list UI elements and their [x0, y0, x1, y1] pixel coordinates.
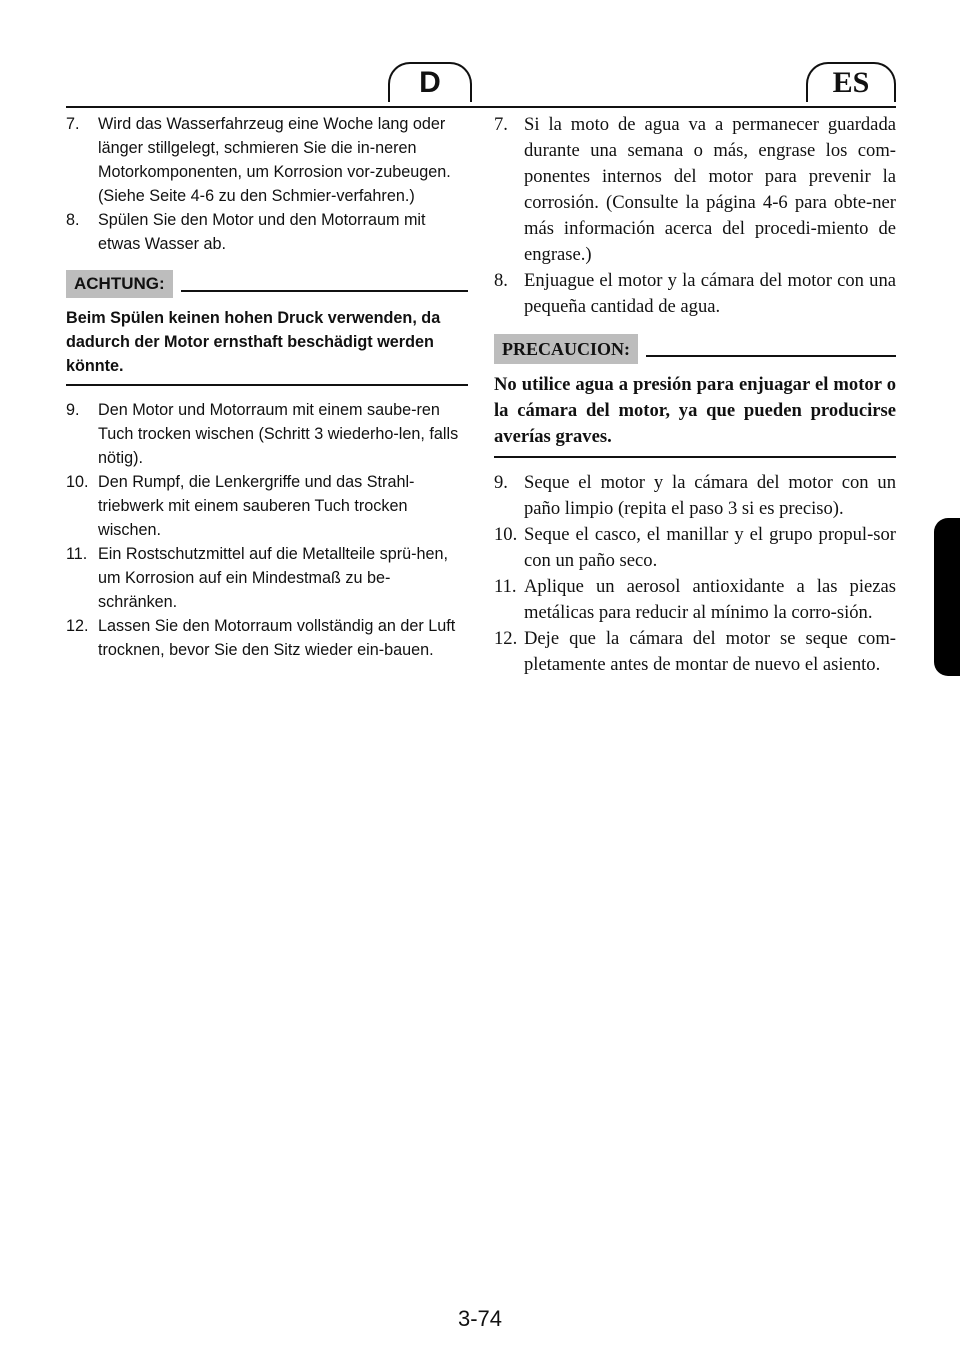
item-text: Spülen Sie den Motor und den Motorraum mit etwas Wasser ab.: [98, 211, 426, 253]
caution-text: Beim Spülen keinen hohen Druck verwenden, da dadurch der Motor ernsthaft beschädigt werden könnte.: [66, 309, 441, 375]
item-number: 11.: [494, 576, 517, 597]
list-item: [66, 614, 468, 662]
caution-header: [66, 270, 468, 298]
item-text: Seque el casco, el manillar y el grupo propul-sor con un paño seco.: [524, 524, 896, 571]
item-text: Si la moto de agua va a permanecer guardada durante una semana o más, engrase los com-ponentes internos del motor para prevenir la corrosión. (Consulte la página 4-6 para obte-ner más información acerca del procedi-miento de engrase.): [524, 114, 896, 265]
header-rule: [66, 106, 896, 108]
item-text: Aplique un aerosol antioxidante a las piezas metálicas para reducir al mínimo la corro-sión.: [524, 576, 896, 623]
german-column: [66, 112, 468, 662]
item-number: 8.: [494, 270, 508, 291]
caution-rule: [646, 355, 896, 357]
item-text: Seque el motor y la cámara del motor con un paño limpio (repita el paso 3 si es preciso).: [524, 472, 896, 519]
item-number: 10.: [494, 524, 518, 545]
item-number: 12.: [494, 628, 518, 649]
item-number: 11.: [66, 545, 88, 563]
caution-end-rule: [66, 384, 468, 386]
caution-label: ACHTUNG:: [66, 270, 173, 298]
item-number: 8.: [66, 211, 80, 229]
item-text: Deje que la cámara del motor se seque com-pletamente antes de montar de nuevo el asiento.: [524, 628, 896, 675]
list-item: [66, 208, 468, 256]
item-text: Enjuague el motor y la cámara del motor con una pequeña cantidad de agua.: [524, 270, 896, 317]
caution-rule: [181, 290, 468, 292]
language-tab-spanish: ES: [806, 62, 896, 102]
list-item: [494, 268, 896, 320]
caution-box: [66, 270, 468, 386]
language-tab-german: D: [388, 62, 472, 102]
caution-end-rule: [494, 456, 896, 458]
item-number: 12.: [66, 617, 89, 635]
spanish-column: [494, 112, 896, 678]
chapter-thumb-tab: [934, 518, 960, 676]
item-text: Ein Rostschutzmittel auf die Metallteile sprü-hen, um Korrosion auf ein Mindestmaß zu be-schränken.: [98, 545, 448, 611]
list-item: [494, 574, 896, 626]
list-item: [494, 470, 896, 522]
item-text: Den Motor und Motorraum mit einem saube-ren Tuch trocken wischen (Schritt 3 wiederho-len, falls nötig).: [98, 401, 459, 467]
caution-box: [494, 334, 896, 458]
list-item: [66, 112, 468, 208]
item-text: Den Rumpf, die Lenkergriffe und das Strahl-triebwerk mit einem sauberen Tuch trocken wischen.: [98, 473, 415, 539]
item-text: Wird das Wasserfahrzeug eine Woche lang oder länger stillgelegt, schmieren Sie die in-neren Motorkomponenten, um Korrosion vor-zubeugen. (Siehe Seite 4-6 zu den Schmier-verfahren.): [98, 115, 451, 205]
item-number: 7.: [66, 115, 80, 133]
caution-text: No utilice agua a presión para enjuagar el motor o la cámara del motor, ya que pueden producirse averías graves.: [494, 374, 896, 447]
item-number: 9.: [66, 401, 80, 419]
list-item: [66, 542, 468, 614]
list-item: [66, 398, 468, 470]
list-item: [494, 522, 896, 574]
item-number: 7.: [494, 114, 508, 135]
item-text: Lassen Sie den Motorraum vollständig an der Luft trocknen, bevor Sie den Sitz wieder ein-bauen.: [98, 617, 456, 659]
item-number: 9.: [494, 472, 508, 493]
list-item: [494, 112, 896, 268]
item-number: 10.: [66, 473, 89, 491]
caution-label: PRECAUCION:: [494, 334, 638, 364]
list-item: [66, 470, 468, 542]
caution-header: [494, 334, 896, 364]
list-item: [494, 626, 896, 678]
page-number: 3-74: [457, 1306, 503, 1331]
